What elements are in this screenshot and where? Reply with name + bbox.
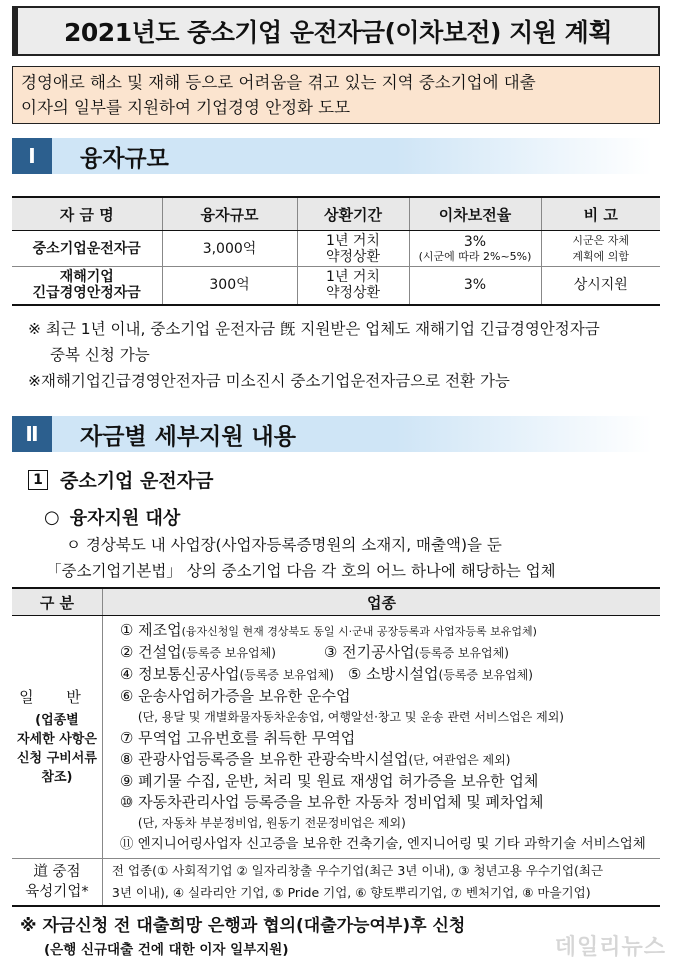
list-item: ⑨ 폐기물 수집, 운반, 처리 및 원료 재생업 허가증을 보유한 업체 [119,772,539,790]
circle-bullet: ○ [44,506,60,528]
note-line: 중복 신청 가능 [50,346,150,364]
summary-line: 이자의 일부를 지원하여 기업경영 안정화 도모 [21,98,351,117]
term-line: 약정상환 [325,285,381,302]
section-number: Ⅰ [12,138,52,174]
category-note: 참조) [41,769,73,785]
watermark-logo: 데일리뉴스 [554,935,666,960]
subheading-2 [44,504,180,530]
term-line: 1년 거치 [326,232,380,249]
section-header-2 [12,416,652,452]
industry-list [102,616,660,859]
list-item: ④ 정보통신공사업(등록증 보유업체) ⑤ 소방시설업(등록증 보유업체) [119,665,533,683]
description-line: 「중소기업기본법」 상의 중소기업 다음 각 호의 어느 하나에 해당하는 업체 [46,562,556,580]
list-item: ⑪ 엔지니어링사업자 신고증을 보유한 건축기술, 엔지니어링 및 기타 과학기술 서비스업체 [119,836,646,852]
description-line: ㅇ 경상북도 내 사업장(사업자등록증명원의 소재지, 매출액)을 둔 [66,536,502,554]
priority-line: 전 업종(① 사회적기업 ② 일자리창출 우수기업(최근 3년 이내), ③ 청년고용 우수기업(최근 [111,863,604,878]
list-item: ① 제조업(융자신청일 현재 경상북도 동일 시·군내 공장등록과 사업자등록 보유업체) [119,621,537,639]
table-row-priority [12,859,660,907]
category-label [12,616,102,859]
category-title: 육성기업* [25,884,89,900]
list-item: ② 건설업(등록증 보유업체) ③ 전기공사업(등록증 보유업체) [119,643,509,661]
fund-term [297,231,409,267]
table-row-general [12,616,660,859]
fund-remark [541,231,660,267]
name-line: 긴급경영안정자금 [32,285,141,302]
section-title: 자금별 세부지원 내용 [80,423,296,450]
loan-scale-table [12,196,660,306]
fund-rate: 3% [409,267,541,305]
table-header-row [12,588,660,616]
page-title: 2021년도 중소기업 운전자금(이차보전) 지원 계획 [12,6,660,56]
fund-amount: 3,000억 [162,231,297,267]
subheading-title: 융자지원 대상 [69,508,181,529]
list-subitem: (단, 용달 및 개별화물자동차운송업, 여행알선·창고 및 운송 관련 서비스업은 제외) [137,710,564,724]
term-line: 1년 거치 [326,269,380,286]
section-title: 융자규모 [80,145,169,172]
section-header-1 [12,138,652,174]
boxed-number: 1 [28,470,48,490]
summary-box [12,66,660,124]
category-title: 일 반 [19,687,95,706]
table-header-row [12,197,660,231]
fund-term [297,267,409,305]
fund-name [12,267,162,305]
table-header: 비 고 [541,197,660,231]
list-item: ⑦ 무역업 고유번호를 취득한 무역업 [119,729,356,747]
term-line: 약정상환 [325,248,381,265]
rate-value: 3% [463,234,487,250]
summary-line: 경영애로 해소 및 재해 등으로 어려움을 겪고 있는 지역 중소기업에 대출 [21,73,536,92]
table-header: 업종 [102,588,660,616]
priority-list [102,859,660,907]
description [46,532,556,584]
category-note: (업종별 [35,712,79,728]
footer-subnote: (은행 신규대출 건에 대한 이자 일부지원) [44,942,289,958]
note-line: ※재해기업긴급경영안전자금 미소진시 중소기업운전자금으로 전환 가능 [28,372,510,390]
name-line: 재해기업 [59,269,114,286]
footer-notice: ※ 자금신청 전 대출희망 은행과 협의(대출가능여부)후 신청 [20,916,466,936]
table-header: 자 금 명 [12,197,162,231]
subheading-1 [28,466,213,493]
table-header: 이차보전율 [409,197,541,231]
table-header: 구 분 [12,588,102,616]
remark-line: 계획에 의함 [572,249,630,263]
category-note: 신청 구비서류 [17,750,97,766]
list-item: ⑥ 운송사업허가증을 보유한 운수업 [119,687,351,705]
fund-name: 중소기업운전자금 [12,231,162,267]
list-subitem: (단, 자동차 부분정비업, 원동기 전문정비업은 제외) [137,816,406,830]
category-note: 자세한 사항은 [17,731,97,747]
note-line: ※ 최근 1년 이내, 중소기업 운전자금 旣 지원받은 업체도 재해기업 긴급경영안정자금 [28,320,600,338]
table-header: 상환기간 [297,197,409,231]
fund-rate [409,231,541,267]
remark-line: 시군은 자체 [572,233,630,247]
fund-amount: 300억 [162,267,297,305]
category-title: 道 중점 [33,864,81,880]
rate-note: (시군에 따라 2%~5%) [418,250,532,263]
table-row [12,267,660,305]
list-item: ⑩ 자동차관리사업 등록증을 보유한 자동차 정비업체 및 폐차업체 [119,793,544,811]
table-header: 융자규모 [162,197,297,231]
industry-table [12,587,660,907]
list-item: ⑧ 관광사업등록증을 보유한 관광숙박시설업(단, 여관업은 제외) [119,750,511,768]
priority-line: 3년 이내), ④ 실라리안 기업, ⑤ Pride 기업, ⑥ 향토뿌리기업, ⑦ 벤처기업, ⑧ 마을기업) [111,885,591,900]
category-label [12,859,102,907]
table-row [12,231,660,267]
subheading-title: 중소기업 운전자금 [60,470,214,492]
fund-remark: 상시지원 [541,267,660,305]
section-number: Ⅱ [12,416,52,452]
